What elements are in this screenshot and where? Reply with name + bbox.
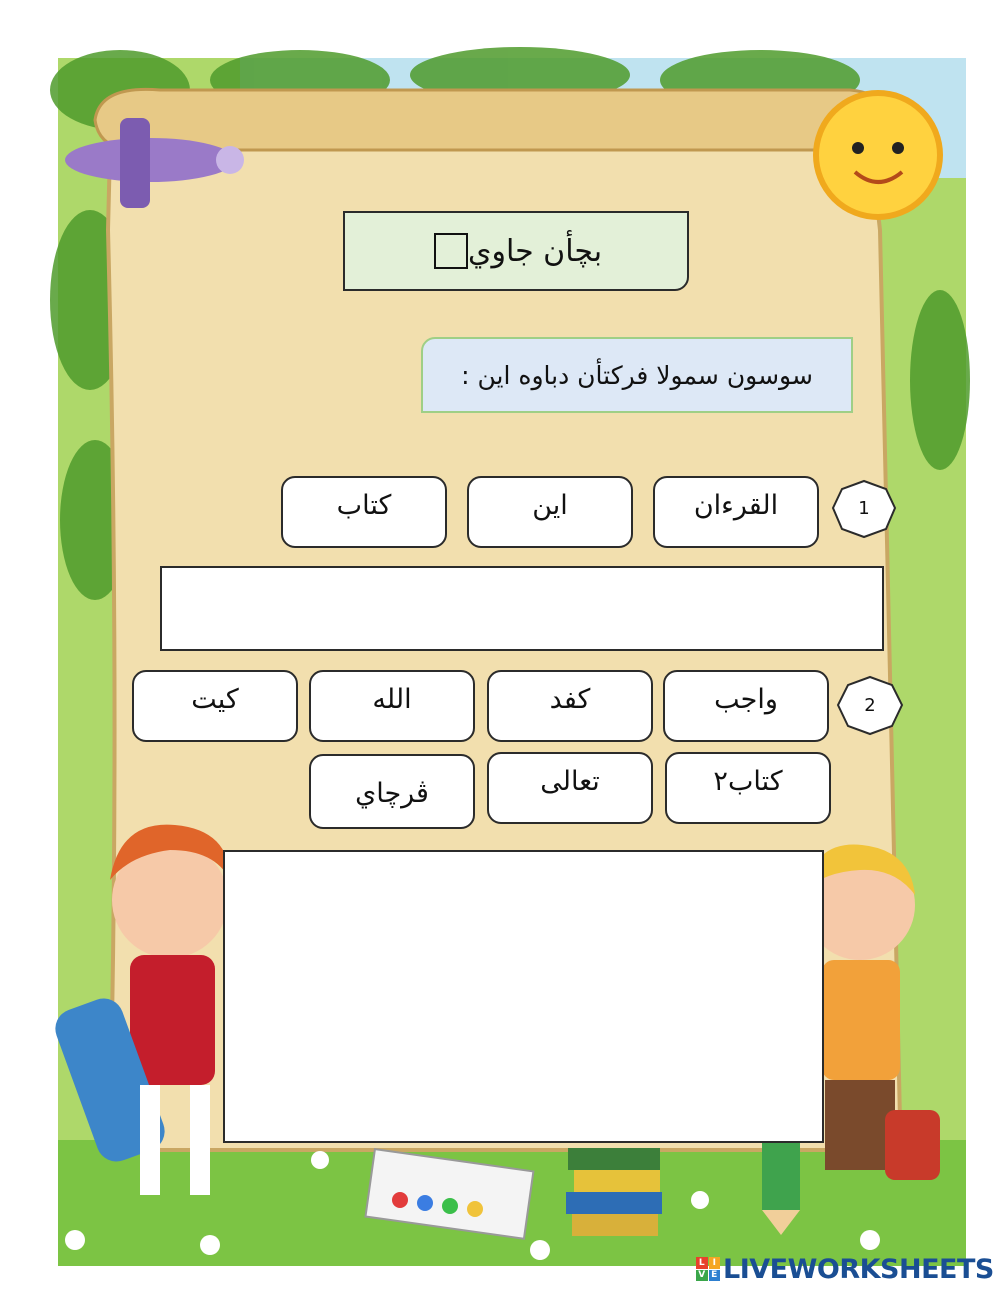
q2-word-tile[interactable] — [487, 752, 653, 824]
q2-word-tile[interactable] — [663, 670, 829, 742]
q1-word-label: كتاب — [336, 490, 392, 521]
liveworksheets-logo-icon: L I V E — [696, 1257, 720, 1281]
scroll-top-roll — [95, 89, 888, 150]
q2-word-tile[interactable] — [132, 670, 298, 742]
q2-word-label: كفد — [549, 684, 591, 715]
q2-word-label: تعالى — [540, 766, 600, 797]
q2-word-label: كتاب٢ — [713, 766, 783, 797]
question-2-number: 2 — [864, 694, 876, 716]
books-icon — [566, 1148, 662, 1236]
sun-icon — [816, 93, 940, 217]
q1-word-tile[interactable] — [653, 476, 819, 548]
q2-word-tile[interactable] — [665, 752, 831, 824]
question-1-number: 1 — [858, 497, 870, 519]
q2-word-label: كيت — [191, 684, 239, 715]
liveworksheets-brand — [696, 1254, 994, 1284]
q2-word-tile[interactable] — [309, 754, 475, 829]
q1-word-tile[interactable] — [467, 476, 633, 548]
q1-word-label: اين — [532, 490, 568, 521]
q2-word-label: الله — [372, 684, 412, 715]
page-title-text: بچأن جاوي — [467, 233, 603, 269]
q2-word-tile[interactable] — [487, 670, 653, 742]
q2-word-label: واجب — [714, 684, 778, 715]
q2-word-label: ڤرچاي — [355, 778, 429, 809]
title-checkbox-glyph — [434, 233, 468, 269]
liveworksheets-wordmark: LIVEWORKSHEETS — [723, 1253, 994, 1285]
page-title — [343, 211, 689, 291]
instruction-text: سوسون سمولا فركتأن دباوه اين : — [461, 360, 813, 390]
q1-word-label: القرءان — [693, 490, 779, 521]
instruction-box — [421, 337, 853, 413]
q1-answer-dropzone[interactable] — [160, 566, 884, 651]
q2-word-tile[interactable] — [309, 670, 475, 742]
q2-answer-dropzone[interactable] — [223, 850, 824, 1143]
q1-word-tile[interactable] — [281, 476, 447, 548]
